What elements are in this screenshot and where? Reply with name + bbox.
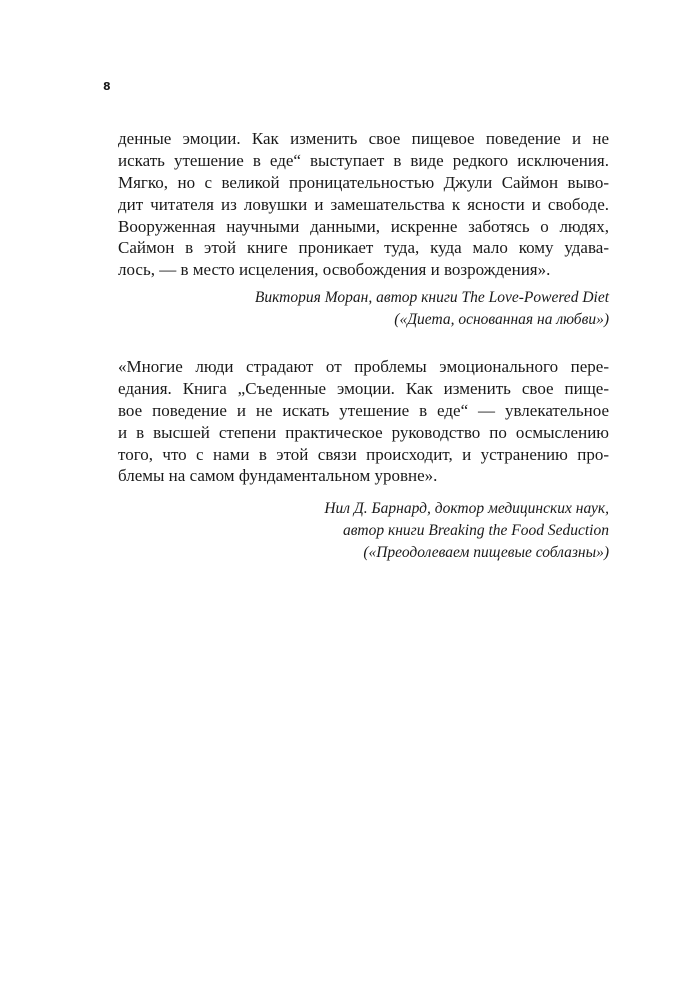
quote-line: дит читателя из ловушки и замешательства к ясности и свободе.: [118, 194, 609, 214]
quote-line: блемы на самом фундаментальном уровне».: [118, 466, 438, 486]
quote-line: и в высшей степени практическое руководство по осмыслению: [118, 422, 609, 442]
quote-1: [118, 128, 609, 331]
quote-line: Вооруженная научными данными, искренне заботясь о людях,: [118, 216, 609, 236]
quote-attribution: («Диета, основанная на любви»): [394, 311, 609, 329]
quote-line: вое поведение и не искать утешение в еде“ — увлекательное: [118, 400, 609, 420]
quote-attribution: автор книги Breaking the Food Seduction: [342, 522, 609, 540]
quote-line: «Многие люди страдают от проблемы эмоционального пере-: [118, 357, 609, 376]
quote-line: денные эмоции. Как изменить свое пищевое поведение и не: [118, 129, 609, 148]
page-number: 8: [103, 80, 111, 93]
quote-line: Мягко, но с великой проницательностью Джули Саймон выво-: [118, 172, 609, 192]
quote-line: Саймон в этой книге проникает туда, куда мало кому удава-: [118, 238, 609, 258]
quote-line: искать утешение в еде“ выступает в виде редкого исключения.: [118, 150, 609, 170]
quote-attribution: Виктория Моран, автор книги The Love-Powered Diet: [254, 289, 609, 307]
quote-line: лось, — в место исцеления, освобождения и возрождения».: [118, 260, 551, 280]
quote-attribution: Нил Д. Барнард, доктор медицинских наук,: [324, 500, 609, 518]
quote-attribution: («Преодолеваем пищевые соблазны»): [363, 544, 609, 562]
quote-line: едания. Книга „Съеденные эмоции. Как изменить свое пище-: [118, 378, 609, 398]
quote-line: того, что с нами в этой связи происходит, и устранению про-: [118, 444, 609, 464]
quote-2: [118, 356, 609, 564]
